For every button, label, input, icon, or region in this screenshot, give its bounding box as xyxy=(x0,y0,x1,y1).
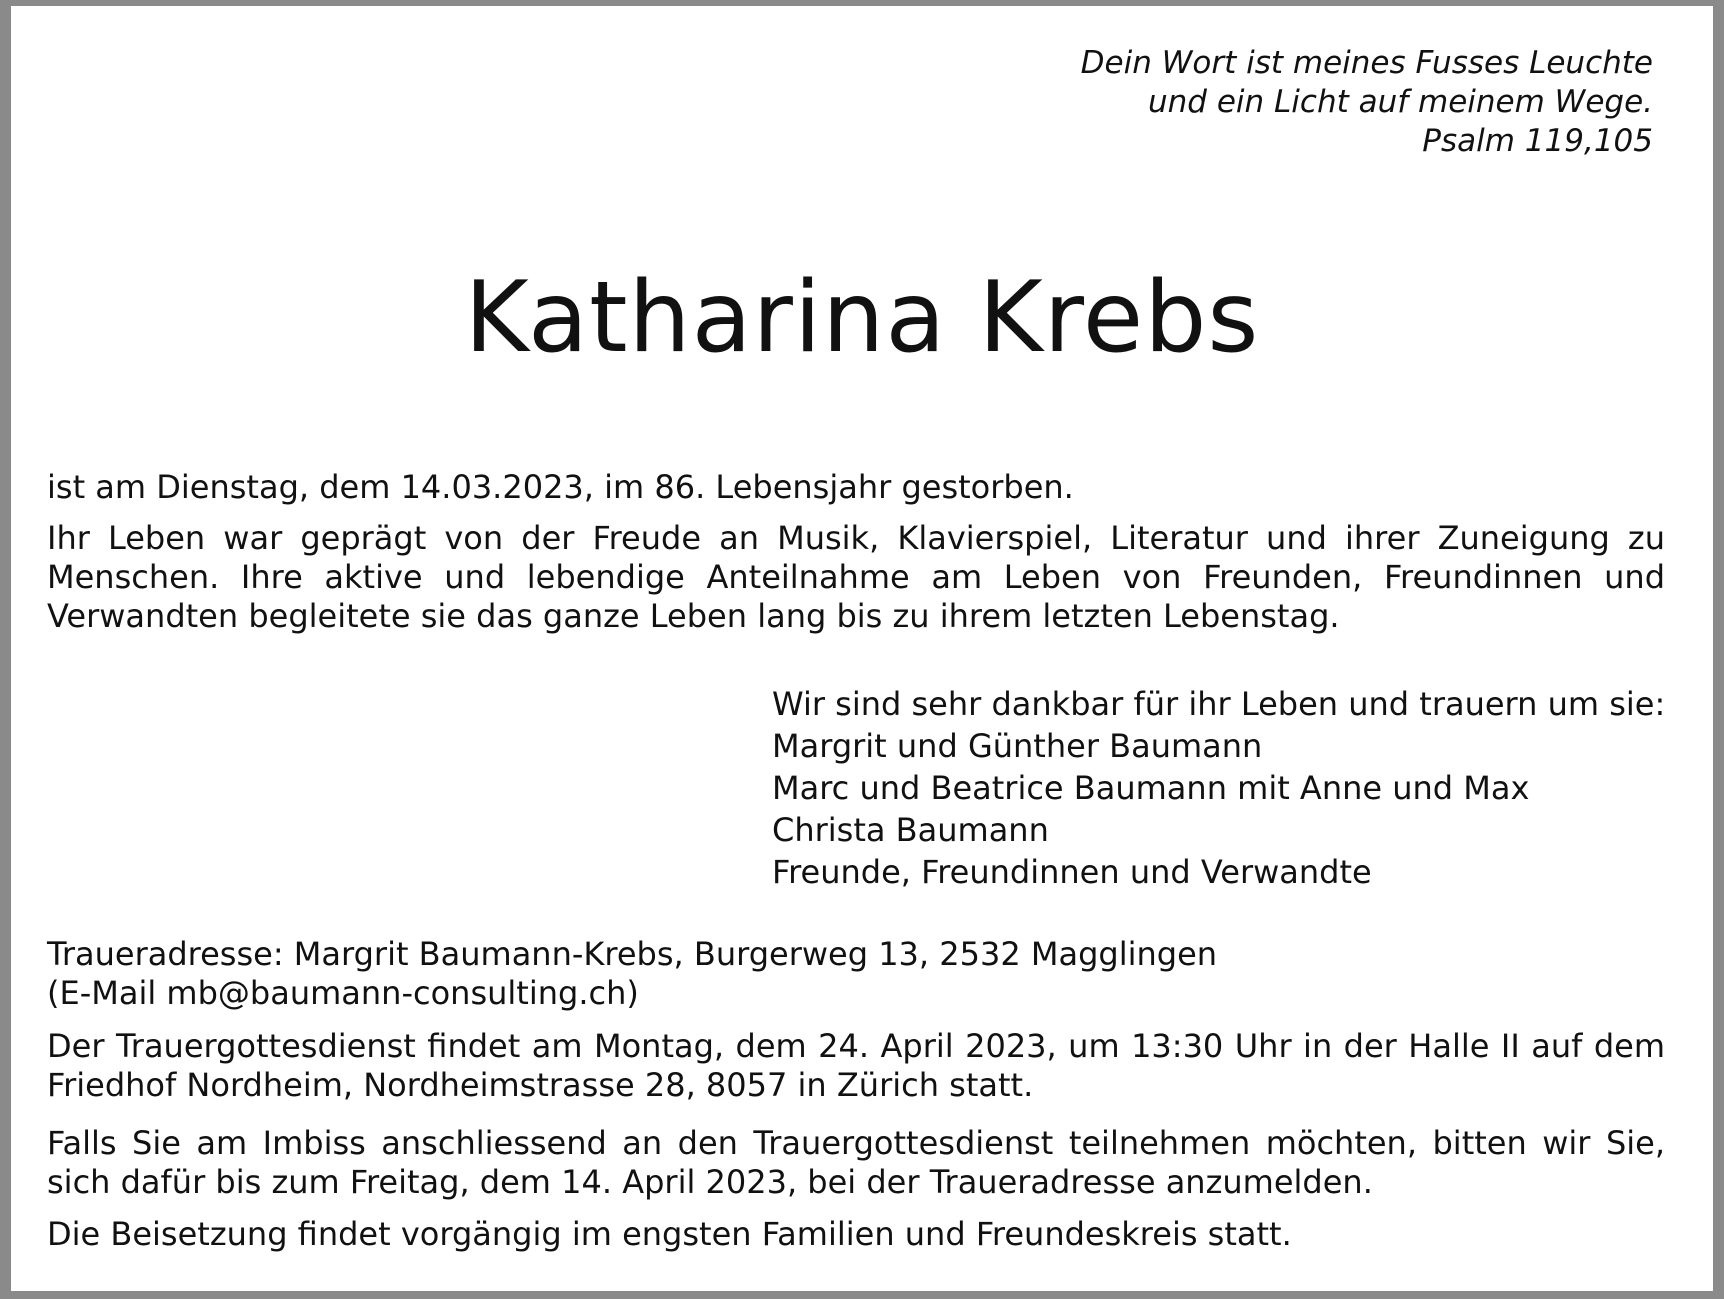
verse-line: und ein Licht auf meinem Wege. xyxy=(1148,84,1653,120)
verse-reference: Psalm 119,105 xyxy=(1422,123,1653,159)
mourner-name: Marc und Beatrice Baumann mit Anne und Max xyxy=(772,769,1530,807)
funeral-service-info: Der Trauergottesdienst findet am Montag, dem 24. April 2023, um 13:30 Uhr in der Halle II auf dem Friedhof Nordheim, Nordheimstrasse 28, 8057 in Zürich statt. xyxy=(47,1027,1665,1104)
mourner-name: Margrit und Günther Baumann xyxy=(772,727,1263,765)
mourners-intro: Wir sind sehr dankbar für ihr Leben und trauern um sie: xyxy=(772,685,1666,723)
mourner-name: Christa Baumann xyxy=(772,811,1049,849)
life-description: Ihr Leben war geprägt von der Freude an Musik, Klavierspiel, Literatur und ihrer Zuneigung zu Menschen. Ihre aktive und lebendige Anteilnahme am Leben von Freunden, Freundinnen und Verwandten begleitete sie das ganze Leben lang bis zu ihrem letzten Lebenstag. xyxy=(47,519,1665,635)
reception-info: Falls Sie am Imbiss anschliessend an den Trauergottesdienst teilnehmen möchten, bitten wir Sie, sich dafür bis zum Freitag, dem 14. April 2023, bei der Traueradresse anzumelden. xyxy=(47,1124,1665,1201)
address-line: Traueradresse: Margrit Baumann-Krebs, Burgerweg 13, 2532 Magglingen xyxy=(47,935,1218,973)
bible-verse xyxy=(1081,44,1653,161)
mourner-name: Freunde, Freundinnen und Verwandte xyxy=(772,853,1372,891)
mourners-list xyxy=(772,683,1665,893)
mourning-address xyxy=(47,935,1665,1013)
burial-info: Die Beisetzung findet vorgängig im engsten Familien und Freundeskreis statt. xyxy=(47,1215,1292,1253)
deceased-name: Katharina Krebs xyxy=(464,261,1260,375)
email-line: (E-Mail mb@baumann-consulting.ch) xyxy=(47,974,639,1012)
verse-line: Dein Wort ist meines Fusses Leuchte xyxy=(1080,45,1653,81)
death-statement: ist am Dienstag, dem 14.03.2023, im 86. Lebensjahr gestorben. xyxy=(47,468,1074,506)
